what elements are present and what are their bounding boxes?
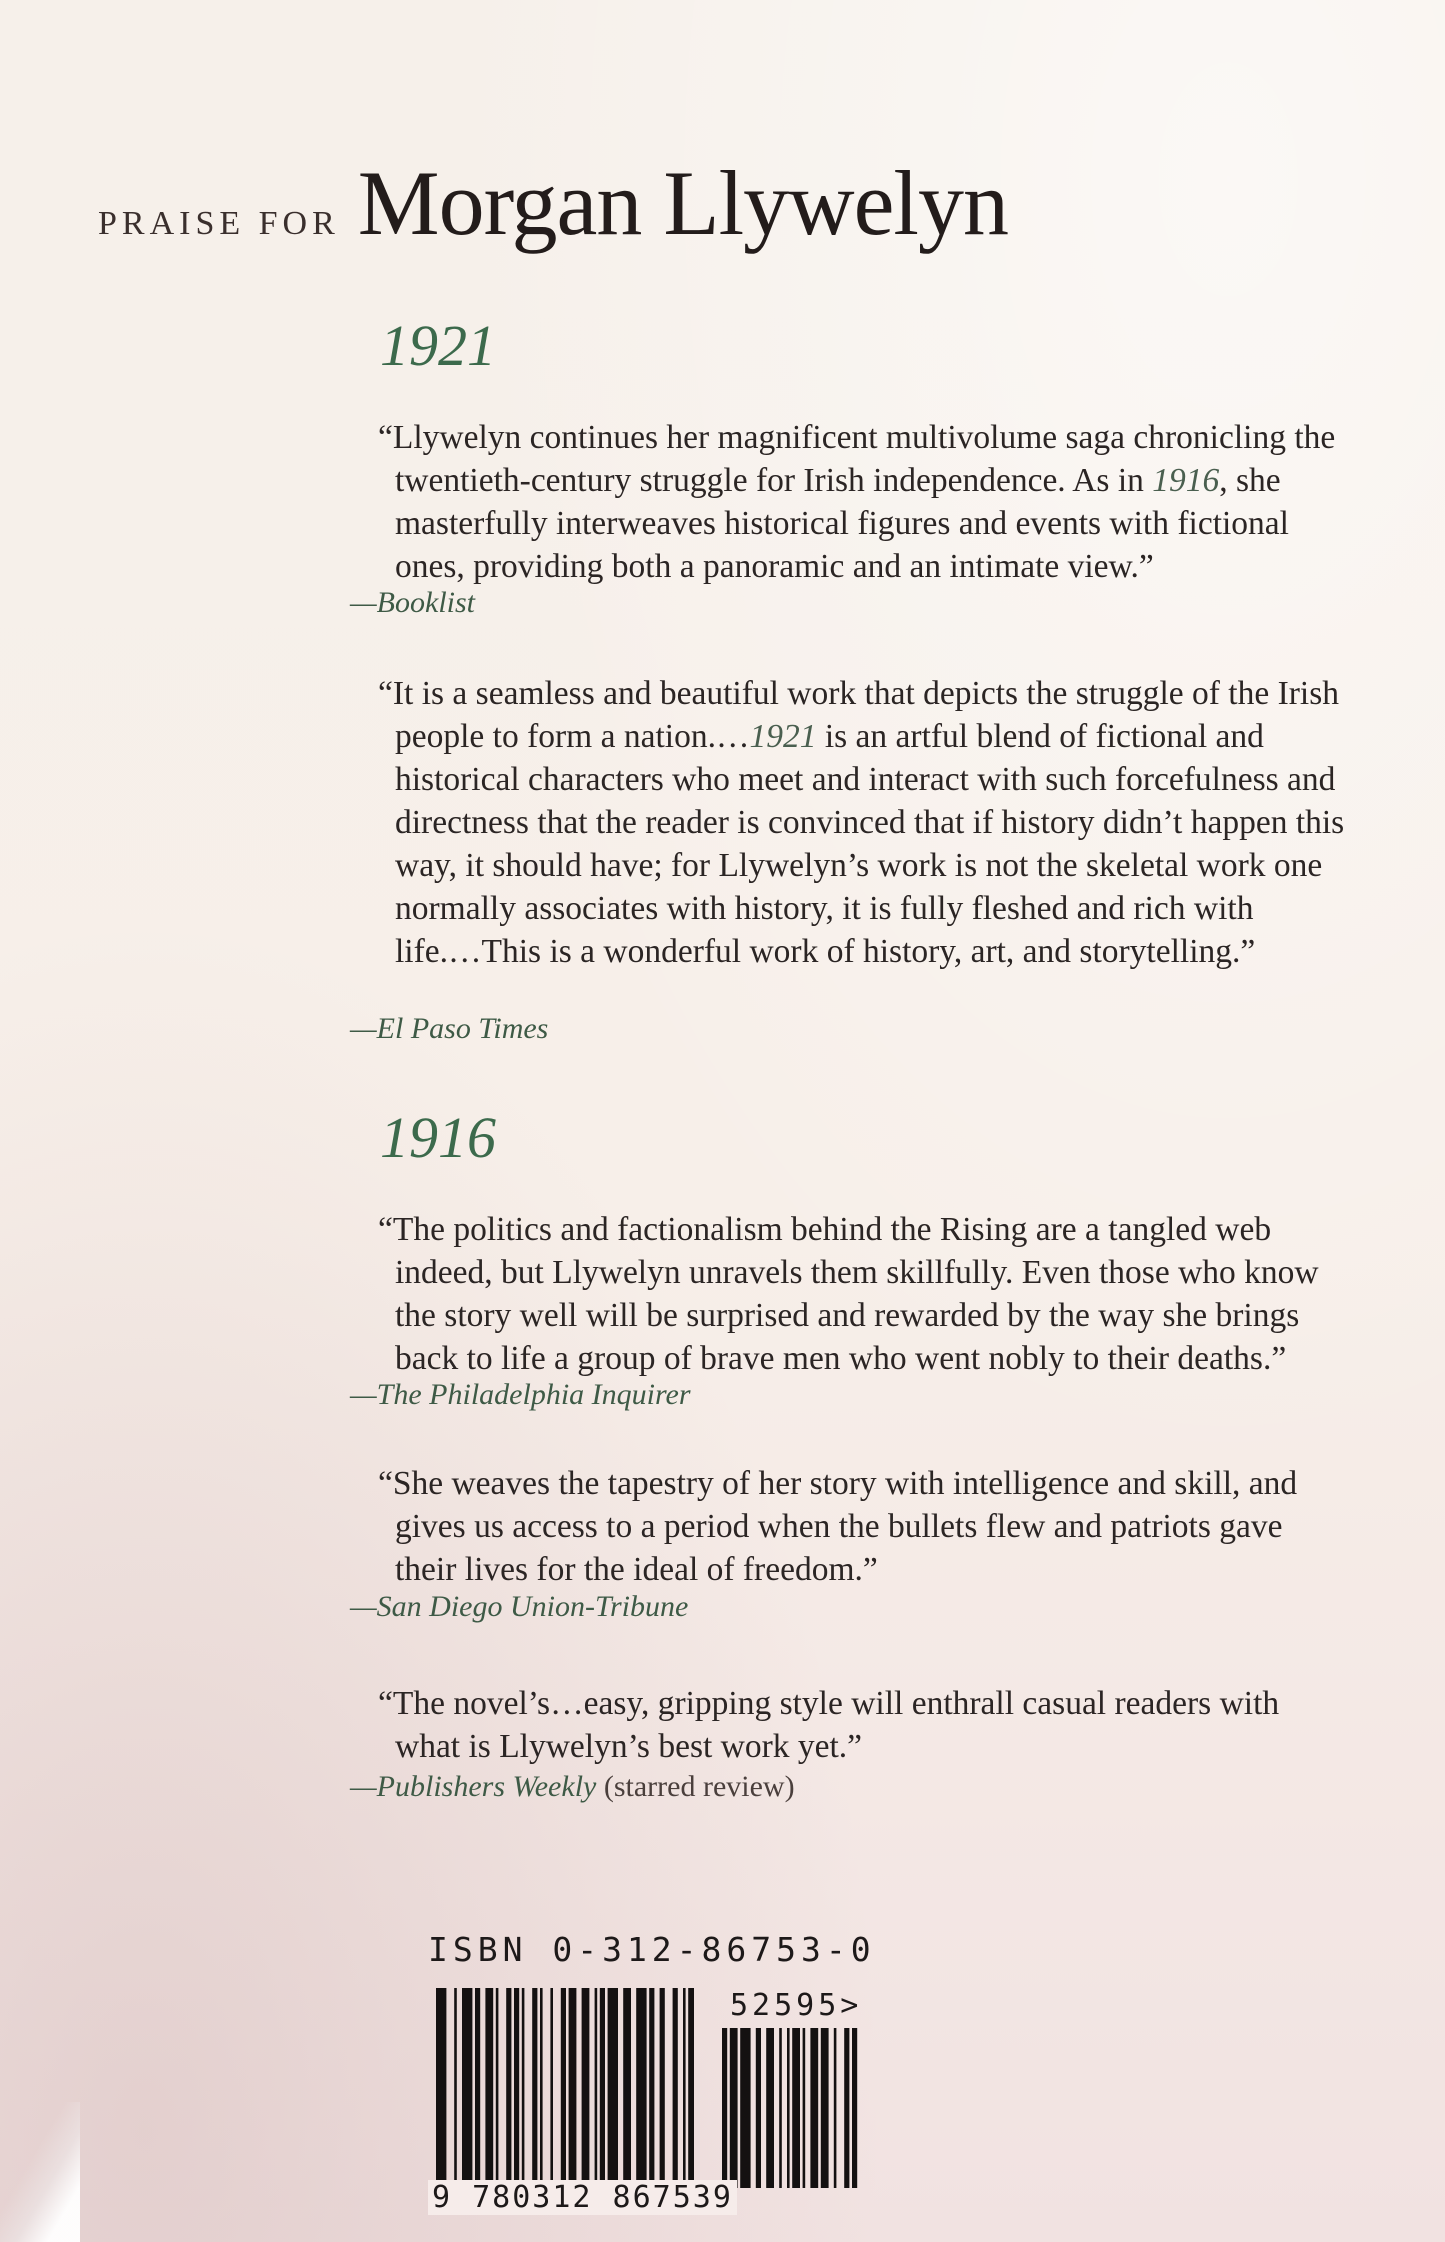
- barcode-bar: [475, 1988, 480, 2188]
- barcode-bar: [660, 1988, 665, 2188]
- quote-text: “She weaves the tapestry of her story with intelligence and skill, and gives us access to a period when the bullets flew and patriots gave their lives for the ideal of freedom.”: [378, 1465, 1298, 1588]
- quote-source-booklist: [350, 586, 475, 620]
- barcode-bar: [506, 1988, 511, 2188]
- section-year-1916: 1916: [380, 1105, 496, 1170]
- barcode-bar: [636, 1988, 646, 2188]
- barcode-bar: [496, 1988, 499, 2188]
- barcode-bar: [485, 1988, 493, 2188]
- barcode-bar: [514, 1988, 519, 2188]
- barcode-bar: [623, 1988, 631, 2188]
- barcode-bar: [673, 1988, 678, 2188]
- barcode-bar: [722, 2028, 727, 2188]
- barcode-bar: [834, 2028, 837, 2188]
- quote-booklist: [378, 416, 1345, 588]
- barcode-bar: [540, 1988, 543, 2188]
- barcode-bar: [608, 1988, 618, 2188]
- barcode-bar: [803, 2028, 806, 2188]
- barcode-bar: [740, 2028, 750, 2188]
- barcode-bar: [582, 1988, 590, 2188]
- quote-text: is an artful blend of fictional and historical characters who meet and interact with such forcefulness and directness that the reader is convinced that if history didn’t happen this way, it should have; for Llywelyn’s work is not the skeletal work one normally associates with history, it is fully fleshed and rich with life.…This is a wonderful work of history, art, and storytelling.”: [395, 718, 1345, 970]
- source-note: (starred review): [596, 1770, 795, 1803]
- isbn-label: ISBN 0-312-86753-0: [428, 1930, 876, 1969]
- barcode-bar: [595, 1988, 598, 2188]
- barcode-bar: [522, 1988, 525, 2188]
- praise-for-label: PRAISE FOR: [98, 205, 340, 242]
- header: [98, 150, 1008, 256]
- ean-number: 9 780312 867539: [428, 2180, 737, 2215]
- barcode-bar: [436, 1988, 446, 2188]
- addon-number: 52595>: [730, 1988, 863, 2023]
- quote-source-san-diego-union-tribune: [350, 1590, 688, 1624]
- barcode-bar: [810, 2028, 818, 2188]
- barcode-bar: [756, 2028, 761, 2188]
- source-name: —Booklist: [350, 586, 475, 619]
- barcode-bar: [550, 1988, 553, 2188]
- quote-philadelphia-inquirer: [378, 1208, 1345, 1380]
- barcode-bar: [787, 2028, 790, 2188]
- quote-el-paso-times: [378, 672, 1345, 973]
- barcode-bar: [569, 1988, 577, 2188]
- barcode-bar: [852, 2028, 857, 2188]
- barcode-bar: [730, 2028, 738, 2188]
- barcode-bar: [561, 1988, 566, 2188]
- quote-text: “The novel’s…easy, gripping style will enthrall casual readers with what is Llywelyn’s best work yet.”: [378, 1685, 1280, 1765]
- quote-publishers-weekly: [378, 1682, 1345, 1768]
- barcode: [428, 1988, 888, 2228]
- barcode-bar: [779, 2028, 782, 2188]
- quote-text: “Llywelyn continues her magnificent multivolume saga chronicling the twentieth-century struggle for Irish independence. As in: [378, 419, 1336, 499]
- section-year-1921: 1921: [380, 313, 496, 378]
- source-name: —The Philadelphia Inquirer: [350, 1378, 691, 1411]
- author-name: Morgan Llywelyn: [357, 152, 1008, 254]
- barcode-bar: [821, 2028, 829, 2188]
- quote-source-philadelphia-inquirer: [350, 1378, 691, 1412]
- quote-source-el-paso-times: [350, 1012, 548, 1046]
- barcode-bar: [766, 2028, 774, 2188]
- barcode-bar: [532, 1988, 537, 2188]
- quote-text: “The politics and factionalism behind the Rising are a tangled web indeed, but Llywelyn unravels them skillfully. Even those who know the story well will be surprised and rewarded by the way she brings back to life a group of brave men who went nobly to their deaths.”: [378, 1211, 1319, 1377]
- quote-title-italic: 1916: [1152, 462, 1220, 499]
- barcode-bar: [792, 2028, 800, 2188]
- quote-text: “It is a seamless and beautiful work that depicts the struggle of the Irish people to form a nation.…: [378, 675, 1339, 755]
- barcode-bar: [688, 1988, 694, 2188]
- barcode-bar: [649, 1988, 654, 2188]
- barcode-bar: [844, 2028, 849, 2188]
- quote-title-italic: 1921: [749, 718, 817, 755]
- barcode-bar: [462, 1988, 472, 2188]
- source-name: —Publishers Weekly: [350, 1770, 597, 1803]
- barcode-bar: [600, 1988, 605, 2188]
- quote-text: , she masterfully interweaves historical figures and events with fictional ones, providing both a panoramic and an intimate view.”: [395, 462, 1289, 585]
- quote-source-publishers-weekly: [350, 1770, 795, 1804]
- source-name: —San Diego Union-Tribune: [350, 1590, 689, 1623]
- worn-corner: [0, 2102, 80, 2242]
- barcode-bar: [683, 1988, 686, 2188]
- barcode-bar: [454, 1988, 457, 2188]
- quote-san-diego-union-tribune: [378, 1462, 1345, 1591]
- source-name: —El Paso Times: [350, 1012, 549, 1045]
